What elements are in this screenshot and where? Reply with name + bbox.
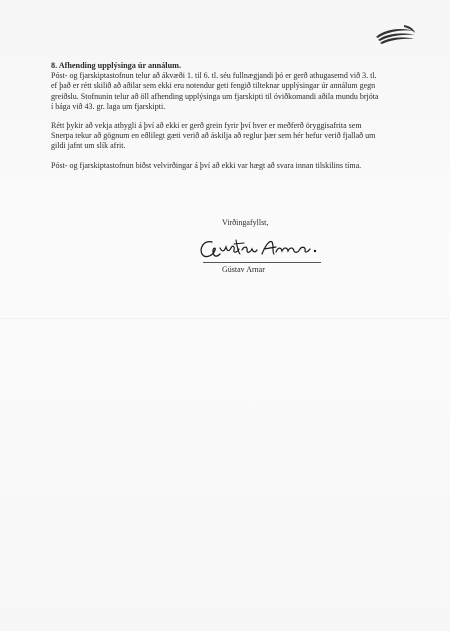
letter-body <box>51 61 381 180</box>
paragraph-3: Póst- og fjarskiptastofnun biðst velvirðingar á því að ekki var hægt að svara innan tilskilins tíma. <box>51 160 362 170</box>
section-heading: 8. Afhending upplýsinga úr annálum. <box>51 61 181 70</box>
paper-fold <box>0 318 450 319</box>
paragraph-1: Póst- og fjarskiptastofnun telur að ákvæði 1. til 6. tl. séu fullnægjandi þó er gerð athugasemd við 3. tl. ef það er rétt skilið að aðilar sem ekki eru notendur geti fengið tilteknar upplýsingar úr annálum gegn greiðslu. Stofnunin telur að öll afhending upplýsinga um fjarskipti til óviðkomandi aðila mundu brjóta í bága við 43. gr. laga um fjarskipti. <box>51 71 379 111</box>
handwritten-signature <box>196 232 322 264</box>
paragraph-2: Rétt þykir að vekja athygli á því að ekki er gerð grein fyrir því hver er meðferð öryggisafrita sem Snerpa tekur að gögnum en eðlilegt gæti verið að áskilja að reglur þær sem hér hefur verið fjallað um gildi jafnt um slík afrit. <box>51 121 376 151</box>
swirl-logo-icon <box>374 23 416 47</box>
closing-salutation: Virðingafyllst, <box>222 218 269 227</box>
signer-name: Gústav Arnar <box>222 265 265 274</box>
signature-line <box>203 262 321 263</box>
